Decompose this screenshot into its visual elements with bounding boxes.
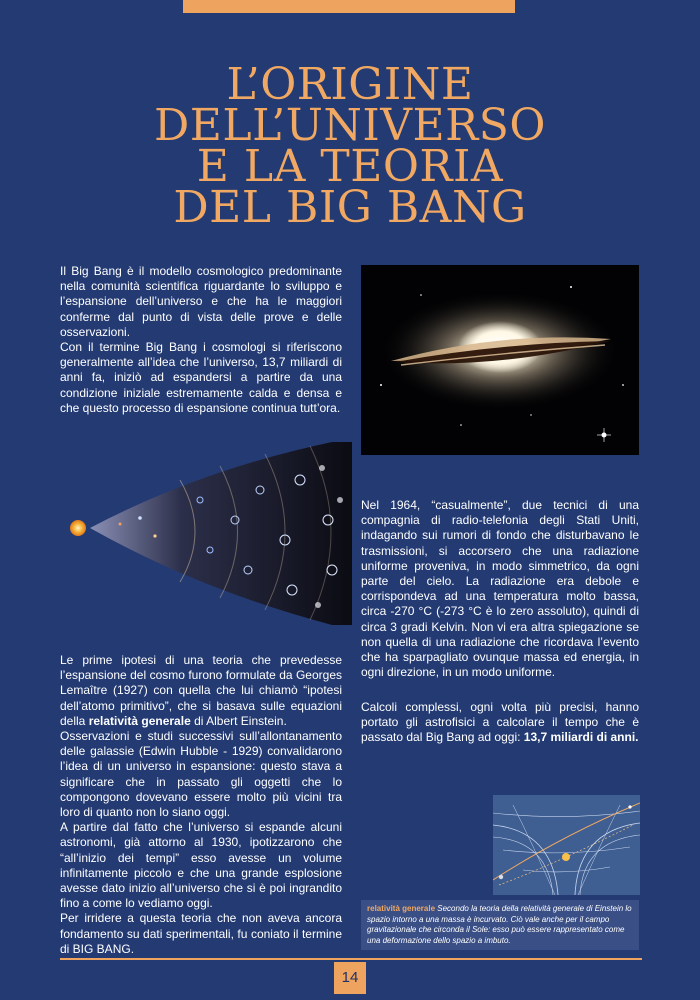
history-paragraph-4: Per irridere a questa teoria che non aveva ancora fondamento su dati sperimentali, fu coniato il termine di BIG BANG.: [60, 911, 342, 956]
figure-caption: [361, 900, 639, 950]
intro-paragraph-1: Il Big Bang è il modello cosmologico predominante nella comunità scientifica riguardante lo sviluppo e l’espansione dell’universo e che ha le maggiori conferme dal punto di vista delle prove e delle osservazioni.: [60, 264, 342, 339]
big-bang-expansion-illustration: [60, 440, 352, 625]
history-paragraph-3: A partire dal fatto che l’universo si espande alcuni astronomi, già attorno al 1930, ipotizzarono che “all’inizio dei tempi” esso avesse un volume infinitamente piccolo e che una grande esplosione avesse dato inizio all’universo che si è poi ingrandito fino a come lo vediamo oggi.: [60, 820, 342, 911]
age-paragraph: [361, 700, 639, 746]
history-paragraph-1-end: di Albert Einstein.: [190, 713, 287, 728]
caption-text: Secondo la teoria della relatività generale di Einstein lo spazio intorno a una massa è incurvato. Ciò vale anche per il campo gravitazionale che circonda il Sole: esso può essere rappresentato come una deformazione dello spazio a imbuto.: [367, 904, 632, 945]
galaxy-photo: [361, 265, 639, 455]
history-paragraph-1: [60, 653, 342, 729]
title-line-4: DEL BIG BANG: [173, 182, 527, 233]
intro-paragraph-2: Con il termine Big Bang i cosmologi si riferiscono generalmente all’idea che l’universo, 13,7 miliardi di anni fa, iniziò ad espandersi a partire da una condizione iniziale estremamente calda e densa e che questo processo di espansione continua tutt’ora.: [60, 340, 342, 415]
age-text: [361, 700, 639, 746]
relativity-highlight: relatività generale: [88, 713, 191, 728]
page-title: [0, 59, 700, 233]
radiation-text: [361, 498, 639, 680]
title-line-1: L’ORIGINE: [226, 59, 474, 110]
history-paragraph-2: Osservazioni e studi successivi sull’allontanamento delle galassie (Edwin Hubble - 1929) convalidarono l’idea di un universo in espansione: questo stava a significare che in passato gli oggetti che lo compongono dovevano essere molto più vicini tra loro di quanto non lo siano oggi.: [60, 729, 342, 820]
history-text: [60, 653, 342, 957]
spacetime-curvature-illustration: [493, 795, 640, 895]
radiation-paragraph: Nel 1964, “casualmente”, due tecnici di una compagnia di radio-telefonia degli Stati Uniti, indagando sui rumori di fondo che disturbavano le trasmissioni, si accorsero che una radiazione uniforme proveniva, in modo simmetrico, da ogni parte del cielo. La radiazione era debole e corrispondeva ad una temperatura molto bassa, circa -270 °C (-273 °C è lo zero assoluto), quindi di circa 3 gradi Kelvin. Non vi era altra spiegazione se non quella di una radiazione che ricordava l’evento che ha sparpagliato ovunque massa ed energia, in ogni direzione, in un modo uniforme.: [361, 498, 639, 680]
universe-age-highlight: 13,7 miliardi di anni.: [523, 730, 639, 745]
history-paragraph-1-start: Le prime ipotesi di una teoria che prevedesse l’espansione del cosmo furono formulate da Georges Lemaître (1927) con quella che lui chiamò “ipotesi dell’atomo primitivo”, che si basava sulle equazioni della: [60, 653, 342, 728]
intro-text: [60, 264, 342, 416]
page-number: 14: [334, 962, 366, 994]
age-paragraph-start: Calcoli complessi, ogni volta più precisi, hanno portato gli astrofisici a calcolare il tempo che è passato dal Big Bang ad oggi:: [361, 700, 639, 745]
footer-rule: [60, 958, 642, 960]
title-line-2: DELL’UNIVERSO: [154, 100, 546, 151]
caption-label: relatività generale: [367, 904, 436, 913]
top-accent-bar: [183, 0, 515, 13]
title-line-3: E LA TEORIA: [196, 141, 504, 192]
